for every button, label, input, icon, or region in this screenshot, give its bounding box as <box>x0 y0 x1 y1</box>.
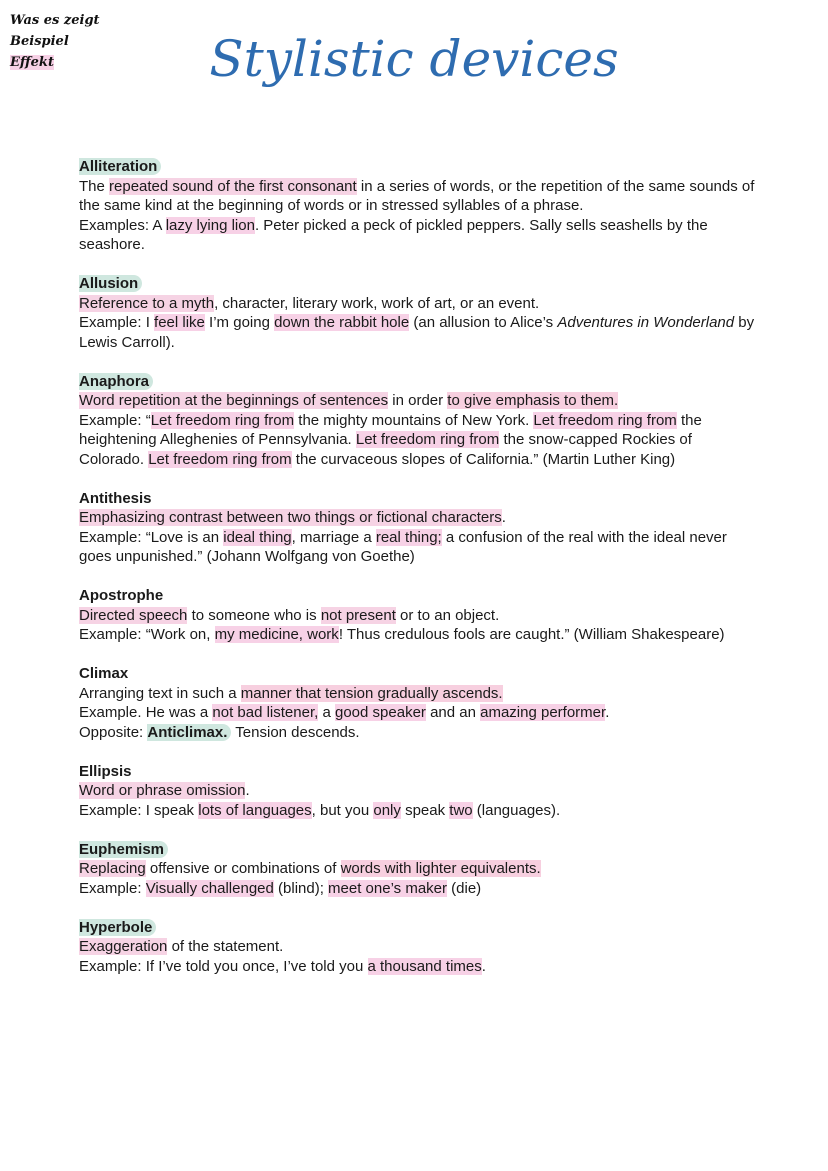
text: Examples: A <box>79 216 166 234</box>
definition <box>79 391 759 411</box>
anticlimax-term: Anticlimax. <box>147 724 231 741</box>
highlight: Let freedom ring from <box>148 450 292 468</box>
highlight: Directed speech <box>79 606 188 624</box>
entry-allusion <box>79 274 759 352</box>
text: offensive or combinations of <box>145 860 341 877</box>
highlight: good speaker <box>335 704 426 721</box>
text: , but you <box>311 801 374 819</box>
term-hyperbole: Hyperbole <box>79 919 156 936</box>
text: . <box>605 704 610 721</box>
text: the mighty mountains of New York. <box>294 411 534 429</box>
highlight: lots of languages <box>198 801 312 819</box>
highlight: feel like <box>154 314 205 331</box>
text: Example: “ <box>79 411 151 429</box>
text: the snow-capped Rockies of Colorado. <box>79 431 692 468</box>
highlight: Reference to a myth <box>79 294 215 312</box>
entry-antithesis <box>79 489 759 567</box>
text: Arranging text in such a <box>79 684 241 702</box>
definition <box>79 859 759 879</box>
text: Example: <box>79 879 146 897</box>
legend-effect-label: Effekt <box>10 55 54 70</box>
highlight: amazing performer <box>480 704 606 721</box>
text: (die) <box>447 879 482 897</box>
text: Tension descends. <box>231 723 360 741</box>
example <box>79 625 759 645</box>
highlight: manner that tension gradually ascends. <box>240 684 503 702</box>
highlight: to give emphasis to them. <box>447 392 619 409</box>
highlight: ideal thing <box>223 528 292 546</box>
text: the heightening Alleghenies of Pennsylvania. <box>79 411 702 448</box>
text: of the statement. <box>167 938 284 955</box>
text: Opposite: <box>79 723 148 741</box>
definition <box>79 937 759 957</box>
highlight: Word or phrase omission <box>79 782 246 799</box>
entry-hyperbole <box>79 918 759 977</box>
example <box>79 703 759 723</box>
highlight: my medicine, work <box>214 626 339 643</box>
example <box>79 216 759 255</box>
text: (blind); <box>273 879 329 897</box>
entry-ellipsis <box>79 762 759 821</box>
legend-what-it-shows: Was es zeigt <box>10 13 100 28</box>
text: Example. He was a <box>79 704 213 721</box>
example <box>79 313 759 352</box>
text: (an allusion to Alice’s <box>409 314 558 331</box>
highlight: Exaggeration <box>79 938 168 955</box>
highlight: real thing; <box>375 528 442 546</box>
highlight: Emphasizing contrast between two things or fictional characters <box>79 509 502 526</box>
term-anaphora: Anaphora <box>79 373 153 390</box>
text: or to an object. <box>395 606 500 624</box>
example <box>79 528 759 567</box>
term-allusion: Allusion <box>79 275 142 292</box>
definition <box>79 177 759 216</box>
text: Example: “Work on, <box>79 626 215 643</box>
definition <box>79 508 759 528</box>
entry-anaphora <box>79 372 759 470</box>
term-climax: Climax <box>79 665 129 682</box>
example <box>79 879 759 899</box>
highlight: Word repetition at the beginnings of sentences <box>79 392 389 409</box>
legend-example: Beispiel <box>10 34 69 49</box>
text: Example: If I’ve told you once, I’ve told you <box>79 957 368 975</box>
highlight: only <box>373 801 401 819</box>
text: . <box>245 782 250 799</box>
highlight: Replacing <box>79 860 146 877</box>
text: (languages). <box>472 801 561 819</box>
highlight: Visually challenged <box>145 879 274 897</box>
highlight: down the rabbit hole <box>274 314 410 331</box>
term-antithesis: Antithesis <box>79 489 152 507</box>
text: I’m going <box>204 314 275 331</box>
term-alliteration: Alliteration <box>79 158 161 175</box>
highlight: not bad listener, <box>212 704 319 721</box>
definition <box>79 781 759 801</box>
text: . <box>481 957 486 975</box>
example <box>79 801 759 821</box>
definition <box>79 606 759 626</box>
text: the curvaceous slopes of California.” (Martin Luther King) <box>291 450 676 468</box>
text: , character, literary work, work of art, or an event. <box>214 294 540 312</box>
text: by Lewis Carroll). <box>79 314 755 351</box>
text: in order <box>388 392 448 409</box>
entry-euphemism <box>79 840 759 899</box>
highlight: repeated sound of the first consonant <box>109 177 357 195</box>
term-euphemism: Euphemism <box>79 841 168 858</box>
highlight: lazy lying lion <box>165 216 255 234</box>
term-apostrophe: Apostrophe <box>79 587 164 604</box>
highlight: a thousand times <box>367 957 482 975</box>
text: in a series of words, or the repetition of the same sounds of the same kind at the beginning of words or in stressed syllables of a phrase. <box>79 177 755 214</box>
example <box>79 957 759 977</box>
definition <box>79 294 759 314</box>
entry-climax <box>79 664 759 742</box>
highlight: two <box>449 801 473 819</box>
highlight: not present <box>320 606 396 624</box>
highlight: Let freedom ring from <box>533 411 677 429</box>
example <box>79 411 759 470</box>
text: Example: I speak <box>79 801 199 819</box>
opposite <box>79 723 759 743</box>
entry-apostrophe <box>79 586 759 645</box>
text: a <box>318 704 335 721</box>
italic-text: Adventures in Wonderland <box>557 314 735 331</box>
text: Example: “Love is an <box>79 528 224 546</box>
text: Example: I <box>79 314 155 331</box>
device-list <box>79 157 759 996</box>
text: a confusion of the real with the ideal never goes unpunished.” (Johann Wolfgang von Goethe) <box>79 528 727 565</box>
text: . <box>501 509 506 526</box>
text: ! Thus credulous fools are caught.” (William Shakespeare) <box>338 626 725 643</box>
text: The <box>79 177 110 195</box>
term-ellipsis: Ellipsis <box>79 762 132 780</box>
text: speak <box>400 801 450 819</box>
highlight: words with lighter equivalents. <box>340 860 541 877</box>
page-title: Stylistic devices <box>209 30 619 88</box>
entry-alliteration <box>79 157 759 255</box>
definition <box>79 684 759 704</box>
text: , marriage a <box>291 528 376 546</box>
highlight: Let freedom ring from <box>150 411 295 429</box>
text: to someone who is <box>187 606 321 624</box>
text: and an <box>425 704 481 721</box>
text: . Peter picked a peck of pickled peppers. Sally sells seashells by the seashore. <box>79 216 708 253</box>
highlight: Let freedom ring from <box>355 431 500 448</box>
highlight: meet one’s maker <box>328 879 447 897</box>
